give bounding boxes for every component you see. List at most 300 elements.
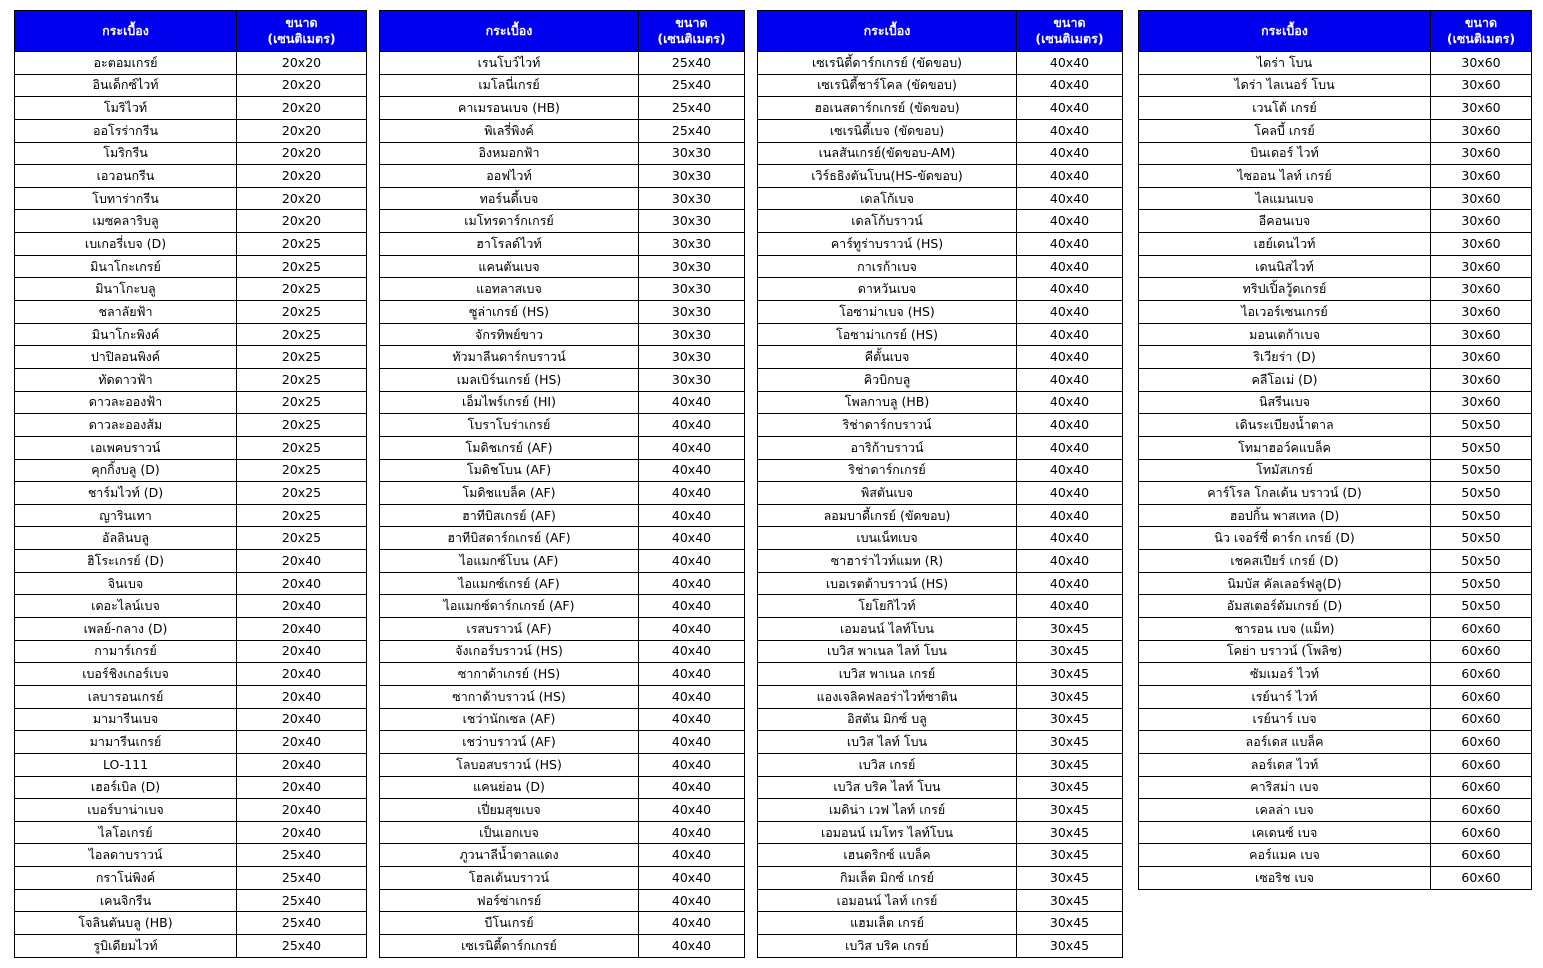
table-row bbox=[758, 346, 1123, 369]
tile-name-cell: ญารินเทา bbox=[15, 504, 237, 527]
tile-name-cell: โทมัสเกรย์ bbox=[1139, 459, 1431, 482]
table-row bbox=[380, 685, 745, 708]
table-row bbox=[1139, 278, 1532, 301]
table-row bbox=[758, 889, 1123, 912]
tile-size-cell: 60x60 bbox=[1431, 708, 1532, 731]
tile-name-cell: โมริไวท์ bbox=[15, 97, 237, 120]
tile-size-cell: 40x40 bbox=[1017, 301, 1123, 324]
tile-name-cell: คุกกิ้งบลู (D) bbox=[15, 459, 237, 482]
tile-size-cell: 40x40 bbox=[639, 595, 745, 618]
tile-size-cell: 30x60 bbox=[1431, 187, 1532, 210]
table-row bbox=[15, 414, 367, 437]
tile-name-cell: ชาร์มไวท์ (D) bbox=[15, 482, 237, 505]
tile-name-cell: เดนนิสไวท์ bbox=[1139, 255, 1431, 278]
tile-size-cell: 30x60 bbox=[1431, 301, 1532, 324]
tile-name-cell: ไอลดาบราวน์ bbox=[15, 844, 237, 867]
tile-size-cell: 25x40 bbox=[237, 934, 367, 957]
tile-name-cell: เบวิส บริค เกรย์ bbox=[758, 934, 1017, 957]
tile-size-cell: 50x50 bbox=[1431, 550, 1532, 573]
tile-name-cell: พิสตันเบจ bbox=[758, 482, 1017, 505]
tile-size-cell: 20x40 bbox=[237, 776, 367, 799]
tile-name-cell: อินเด็กซ์ไวท์ bbox=[15, 74, 237, 97]
table-row bbox=[1139, 821, 1532, 844]
tile-name-cell: จินเบจ bbox=[15, 572, 237, 595]
tile-name-cell: LO-111 bbox=[15, 753, 237, 776]
table-row bbox=[15, 663, 367, 686]
tile-size-cell: 30x30 bbox=[639, 278, 745, 301]
tile-size-cell: 30x60 bbox=[1431, 233, 1532, 256]
tile-size-cell: 20x25 bbox=[237, 323, 367, 346]
tile-size-cell: 40x40 bbox=[639, 799, 745, 822]
tile-size-cell: 60x60 bbox=[1431, 821, 1532, 844]
tile-name-cell: ออฟไวท์ bbox=[380, 165, 639, 188]
tile-name-cell: เนลสันเกรย์(ขัดขอบ-AM) bbox=[758, 142, 1017, 165]
tile-size-cell: 40x40 bbox=[1017, 436, 1123, 459]
table-row bbox=[1139, 572, 1532, 595]
tile-size-cell: 20x40 bbox=[237, 618, 367, 641]
table-row bbox=[758, 119, 1123, 142]
tile-name-cell: เบวิส บริค ไลท์ โบน bbox=[758, 776, 1017, 799]
table-row bbox=[758, 776, 1123, 799]
tile-name-cell: เอมอนน์ ไลท์โบน bbox=[758, 618, 1017, 641]
table-row bbox=[15, 912, 367, 935]
tile-name-cell: เฮอร์เบิล (D) bbox=[15, 776, 237, 799]
table-row bbox=[380, 844, 745, 867]
tile-size-cell: 40x40 bbox=[639, 708, 745, 731]
size-header-line1: ขนาด bbox=[1053, 15, 1086, 30]
table-row bbox=[15, 482, 367, 505]
tile-size-cell: 30x60 bbox=[1431, 278, 1532, 301]
tile-size-cell: 40x40 bbox=[639, 821, 745, 844]
table-row bbox=[758, 663, 1123, 686]
size-header-line2: (เซนติเมตร) bbox=[267, 31, 336, 46]
table-row bbox=[15, 618, 367, 641]
tile-size-cell: 40x40 bbox=[639, 527, 745, 550]
tile-size-cell: 20x25 bbox=[237, 301, 367, 324]
tile-name-cell: อาริก้าบราวน์ bbox=[758, 436, 1017, 459]
tile-name-cell: โมดิชแบล็ค (AF) bbox=[380, 482, 639, 505]
tile-size-cell: 25x40 bbox=[237, 912, 367, 935]
tile-name-cell: เมดิน่า เวฟ ไลท์ เกรย์ bbox=[758, 799, 1017, 822]
table-row bbox=[380, 934, 745, 957]
tile-size-cell: 20x40 bbox=[237, 753, 367, 776]
table-row bbox=[15, 867, 367, 890]
tile-size-cell: 40x40 bbox=[639, 640, 745, 663]
tile-name-cell: พิเลรี่พิงค์ bbox=[380, 119, 639, 142]
tile-size-cell: 20x25 bbox=[237, 414, 367, 437]
tile-size-cell: 20x25 bbox=[237, 436, 367, 459]
tile-size-cell: 20x20 bbox=[237, 210, 367, 233]
tile-size-cell: 30x30 bbox=[639, 323, 745, 346]
tile-name-cell: ซูล่าเกรย์ (HS) bbox=[380, 301, 639, 324]
tile-name-cell: เพลย์-กลาง (D) bbox=[15, 618, 237, 641]
tile-size-cell: 30x30 bbox=[639, 210, 745, 233]
tile-size-cell: 60x60 bbox=[1431, 867, 1532, 890]
tile-name-cell: ฮอเนสดาร์กเกรย์ (ขัดขอบ) bbox=[758, 97, 1017, 120]
tile-name-cell: มอนเตก้าเบจ bbox=[1139, 323, 1431, 346]
table-row bbox=[380, 368, 745, 391]
tile-size-cell: 20x20 bbox=[237, 52, 367, 75]
tile-size-cell: 30x60 bbox=[1431, 323, 1532, 346]
tile-size-cell: 30x30 bbox=[639, 165, 745, 188]
table-row bbox=[1139, 776, 1532, 799]
table-row bbox=[15, 640, 367, 663]
tile-size-cell: 30x60 bbox=[1431, 142, 1532, 165]
table-row bbox=[1139, 346, 1532, 369]
tile-name-cell: ริช่าดาร์กเกรย์ bbox=[758, 459, 1017, 482]
table-row bbox=[380, 142, 745, 165]
table-row bbox=[380, 301, 745, 324]
tile-size-cell: 60x60 bbox=[1431, 663, 1532, 686]
tile-name-cell: ลอร์เดส ไวท์ bbox=[1139, 753, 1431, 776]
tile-size-cell: 30x45 bbox=[1017, 685, 1123, 708]
tile-size-cell: 30x45 bbox=[1017, 889, 1123, 912]
tile-name-cell: เซเรนิตี้ดาร์กเกรย์ (ขัดขอบ) bbox=[758, 52, 1017, 75]
tile-name-cell: ไอเวอร์เซนเกรย์ bbox=[1139, 301, 1431, 324]
tile-name-cell: อะตอมเกรย์ bbox=[15, 52, 237, 75]
table-row bbox=[380, 731, 745, 754]
tile-size-cell: 40x40 bbox=[1017, 233, 1123, 256]
tile-name-cell: เรย์นาร์ ไวท์ bbox=[1139, 685, 1431, 708]
tile-name-cell: แองเจลิคฟลอร่าไวท์ซาติน bbox=[758, 685, 1017, 708]
table-row bbox=[380, 414, 745, 437]
table-row bbox=[15, 346, 367, 369]
tile-name-cell: เรนโบว์ไวท์ bbox=[380, 52, 639, 75]
table-row bbox=[15, 368, 367, 391]
tile-size-cell: 40x40 bbox=[1017, 52, 1123, 75]
table-row bbox=[15, 119, 367, 142]
table-row bbox=[1139, 595, 1532, 618]
tile-size-cell: 20x25 bbox=[237, 278, 367, 301]
tile-name-cell: เรย์นาร์ เบจ bbox=[1139, 708, 1431, 731]
table-row bbox=[1139, 52, 1532, 75]
size-column-header bbox=[1017, 11, 1123, 52]
tile-name-cell: ฮาโรลด์ไวท์ bbox=[380, 233, 639, 256]
table-row bbox=[758, 301, 1123, 324]
tile-size-cell: 30x45 bbox=[1017, 663, 1123, 686]
table-row bbox=[1139, 459, 1532, 482]
tile-size-cell: 25x40 bbox=[237, 867, 367, 890]
tile-name-cell: ทริปเปิ้ลวู้ดเกรย์ bbox=[1139, 278, 1431, 301]
tile-name-cell: แคนย่อน (D) bbox=[380, 776, 639, 799]
table-row bbox=[1139, 799, 1532, 822]
table-row bbox=[1139, 482, 1532, 505]
table-row bbox=[1139, 187, 1532, 210]
tile-size-cell: 30x60 bbox=[1431, 165, 1532, 188]
tile-name-cell: เอเพคบราวน์ bbox=[15, 436, 237, 459]
table-row bbox=[758, 753, 1123, 776]
table-row bbox=[380, 595, 745, 618]
tile-size-cell: 50x50 bbox=[1431, 572, 1532, 595]
tile-name-cell: เบวิส พาเนล ไลท์ โบน bbox=[758, 640, 1017, 663]
tile-name-cell: โบราโบร่าเกรย์ bbox=[380, 414, 639, 437]
table-row bbox=[758, 255, 1123, 278]
table-row bbox=[15, 776, 367, 799]
tile-name-cell: บีโนเกรย์ bbox=[380, 912, 639, 935]
table-row bbox=[380, 663, 745, 686]
table-row bbox=[15, 301, 367, 324]
tile-size-cell: 40x40 bbox=[639, 685, 745, 708]
table-row bbox=[380, 255, 745, 278]
tile-name-cell: แอทลาสเบจ bbox=[380, 278, 639, 301]
size-column-header bbox=[1431, 11, 1532, 52]
table-row bbox=[15, 572, 367, 595]
table-row bbox=[380, 482, 745, 505]
tile-name-cell: คาร์ทูร่าบราวน์ (HS) bbox=[758, 233, 1017, 256]
tile-size-cell: 40x40 bbox=[639, 414, 745, 437]
tile-size-cell: 30x60 bbox=[1431, 210, 1532, 233]
tile-size-cell: 20x40 bbox=[237, 799, 367, 822]
table-row bbox=[15, 165, 367, 188]
tile-name-cell: เบวิส ไลท์ โบน bbox=[758, 731, 1017, 754]
table-row bbox=[1139, 550, 1532, 573]
tile-name-cell: คาร์โรล โกลเด้น บราวน์ (D) bbox=[1139, 482, 1431, 505]
table-row bbox=[380, 346, 745, 369]
table-row bbox=[758, 867, 1123, 890]
table-row bbox=[380, 278, 745, 301]
table-row bbox=[380, 753, 745, 776]
tile-size-table-3 bbox=[757, 10, 1123, 958]
table-row bbox=[380, 867, 745, 890]
size-header-line1: ขนาด bbox=[1464, 15, 1498, 30]
table-row bbox=[380, 776, 745, 799]
tile-size-cell: 40x40 bbox=[1017, 323, 1123, 346]
tile-name-cell: โพลกาบลู (HB) bbox=[758, 391, 1017, 414]
tile-size-cell: 25x40 bbox=[639, 119, 745, 142]
tile-size-cell: 30x30 bbox=[639, 346, 745, 369]
tile-size-cell: 40x40 bbox=[639, 844, 745, 867]
tile-size-cell: 25x40 bbox=[639, 97, 745, 120]
tile-name-cell: เบอเรตต้าบราวน์ (HS) bbox=[758, 572, 1017, 595]
tile-name-cell: มินาโกะพิงค์ bbox=[15, 323, 237, 346]
tile-name-cell: เปี่ยมสุขเบจ bbox=[380, 799, 639, 822]
tile-name-cell: โคย่า บราวน์ (โพลิช) bbox=[1139, 640, 1431, 663]
table-row bbox=[380, 640, 745, 663]
tile-size-cell: 40x40 bbox=[639, 934, 745, 957]
table-row bbox=[758, 708, 1123, 731]
tile-size-cell: 50x50 bbox=[1431, 459, 1532, 482]
table-row bbox=[1139, 119, 1532, 142]
table-row bbox=[380, 391, 745, 414]
size-header-line2: (เซนติเมตร) bbox=[1446, 31, 1516, 46]
table-row bbox=[15, 210, 367, 233]
tile-name-cell: เบอร์บาน่าเบจ bbox=[15, 799, 237, 822]
size-column-header bbox=[639, 11, 745, 52]
table-row bbox=[758, 187, 1123, 210]
tile-size-cell: 25x40 bbox=[639, 52, 745, 75]
tile-name-cell: ริช่าดาร์กบราวน์ bbox=[758, 414, 1017, 437]
tile-name-cell: นิมบัส คัลเลอร์ฟลู(D) bbox=[1139, 572, 1431, 595]
table-row bbox=[1139, 663, 1532, 686]
tile-size-cell: 30x60 bbox=[1431, 52, 1532, 75]
table-row bbox=[380, 459, 745, 482]
table-row bbox=[758, 527, 1123, 550]
tile-size-cell: 20x20 bbox=[237, 74, 367, 97]
tile-name-cell: เลบารอนเกรย์ bbox=[15, 685, 237, 708]
tile-size-cell: 40x40 bbox=[1017, 391, 1123, 414]
tile-size-cell: 40x40 bbox=[639, 550, 745, 573]
table-row bbox=[15, 844, 367, 867]
tile-name-cell: จังเกอร์บราวน์ (HS) bbox=[380, 640, 639, 663]
tile-name-cell: เบวิส พาเนล เกรย์ bbox=[758, 663, 1017, 686]
table-row bbox=[758, 436, 1123, 459]
tile-size-cell: 30x60 bbox=[1431, 255, 1532, 278]
tile-name-cell: ภูวนาลีน้ำตาลแดง bbox=[380, 844, 639, 867]
tile-size-cell: 50x50 bbox=[1431, 482, 1532, 505]
tile-name-cell: นิว เจอร์ซี่ ดาร์ก เกรย์ (D) bbox=[1139, 527, 1431, 550]
tile-size-cell: 30x45 bbox=[1017, 618, 1123, 641]
tile-name-cell: ริเวียร่า (D) bbox=[1139, 346, 1431, 369]
table-row bbox=[15, 685, 367, 708]
size-header-line1: ขนาด bbox=[675, 15, 708, 30]
table-row bbox=[15, 731, 367, 754]
tile-size-cell: 40x40 bbox=[639, 776, 745, 799]
tile-size-cell: 20x25 bbox=[237, 346, 367, 369]
tile-name-cell: ฮาทีบิสดาร์กเกรย์ (AF) bbox=[380, 527, 639, 550]
tile-size-cell: 40x40 bbox=[1017, 482, 1123, 505]
tile-size-cell: 20x25 bbox=[237, 368, 367, 391]
tile-size-cell: 40x40 bbox=[1017, 459, 1123, 482]
tile-size-cell: 40x40 bbox=[1017, 527, 1123, 550]
tile-name-cell: บินเดอร์ ไวท์ bbox=[1139, 142, 1431, 165]
tile-size-cell: 60x60 bbox=[1431, 731, 1532, 754]
tile-name-cell: เอ็มไพร์เกรย์ (HI) bbox=[380, 391, 639, 414]
table-row bbox=[380, 74, 745, 97]
tile-size-table-1 bbox=[14, 10, 367, 958]
table-row bbox=[15, 391, 367, 414]
table-row bbox=[15, 323, 367, 346]
tile-column-header: กระเบื้อง bbox=[758, 11, 1017, 52]
tile-name-cell: โลบอสบราวน์ (HS) bbox=[380, 753, 639, 776]
tile-size-cell: 20x25 bbox=[237, 255, 367, 278]
tile-name-cell: กาเรก้าเบจ bbox=[758, 255, 1017, 278]
tile-size-cell: 30x60 bbox=[1431, 74, 1532, 97]
size-header-line1: ขนาด bbox=[285, 15, 318, 30]
table-row bbox=[758, 821, 1123, 844]
table-row bbox=[15, 97, 367, 120]
table-row bbox=[15, 753, 367, 776]
table-row bbox=[758, 142, 1123, 165]
tile-name-cell: ดาวละอองฟ้า bbox=[15, 391, 237, 414]
table-row bbox=[758, 368, 1123, 391]
tile-name-cell: เมโลนี่เกรย์ bbox=[380, 74, 639, 97]
table-row bbox=[758, 934, 1123, 957]
table-row bbox=[1139, 414, 1532, 437]
tile-name-cell: เซเรนิตี้เบจ (ขัดขอบ) bbox=[758, 119, 1017, 142]
tile-name-cell: เคลล่า เบจ bbox=[1139, 799, 1431, 822]
tile-name-cell: เชว่านักเซล (AF) bbox=[380, 708, 639, 731]
table-row bbox=[15, 459, 367, 482]
table-row bbox=[1139, 74, 1532, 97]
tile-name-cell: ฮาทีบิสเกรย์ (AF) bbox=[380, 504, 639, 527]
tile-name-cell: เป็นเอกเบจ bbox=[380, 821, 639, 844]
table-row bbox=[1139, 731, 1532, 754]
table-header-row bbox=[380, 11, 745, 52]
tile-name-cell: ชลาลัยฟ้า bbox=[15, 301, 237, 324]
tile-name-cell: โมดิชเกรย์ (AF) bbox=[380, 436, 639, 459]
tile-name-cell: เมซคลาริบลู bbox=[15, 210, 237, 233]
tile-name-cell: คอร์แมค เบจ bbox=[1139, 844, 1431, 867]
table-row bbox=[1139, 142, 1532, 165]
table-row bbox=[1139, 844, 1532, 867]
tile-size-cell: 20x25 bbox=[237, 504, 367, 527]
tile-size-cell: 20x25 bbox=[237, 233, 367, 256]
tile-name-cell: มินาโกะบลู bbox=[15, 278, 237, 301]
tile-size-cell: 40x40 bbox=[639, 482, 745, 505]
tile-name-cell: อิสตัน มิกซ์ บลู bbox=[758, 708, 1017, 731]
tile-name-cell: เดินระเบียงน้ำตาล bbox=[1139, 414, 1431, 437]
table-row bbox=[1139, 97, 1532, 120]
table-row bbox=[1139, 753, 1532, 776]
tile-name-cell: ซากาด้าบราวน์ (HS) bbox=[380, 685, 639, 708]
tile-size-cell: 20x40 bbox=[237, 572, 367, 595]
tile-name-cell: นิสรีนเบจ bbox=[1139, 391, 1431, 414]
tile-name-cell: โบทาร่ากรีน bbox=[15, 187, 237, 210]
tile-name-cell: ไอแมกซ์เกรย์ (AF) bbox=[380, 572, 639, 595]
tile-size-cell: 20x25 bbox=[237, 482, 367, 505]
tile-name-cell: โฮลเด้นบราวน์ bbox=[380, 867, 639, 890]
tile-size-cell: 30x45 bbox=[1017, 640, 1123, 663]
tile-name-cell: เมลเบิร์นเกรย์ (HS) bbox=[380, 368, 639, 391]
table-row bbox=[758, 323, 1123, 346]
tile-size-cell: 25x40 bbox=[237, 889, 367, 912]
table-row bbox=[758, 278, 1123, 301]
tile-size-cell: 60x60 bbox=[1431, 618, 1532, 641]
table-row bbox=[1139, 640, 1532, 663]
tile-size-cell: 20x20 bbox=[237, 119, 367, 142]
tile-name-cell: อัมสเตอร์ดัมเกรย์ (D) bbox=[1139, 595, 1431, 618]
table-row bbox=[1139, 436, 1532, 459]
tile-size-cell: 20x20 bbox=[237, 97, 367, 120]
table-row bbox=[1139, 165, 1532, 188]
table-row bbox=[15, 255, 367, 278]
table-row bbox=[1139, 708, 1532, 731]
tile-name-cell: เชว่าบราวน์ (AF) bbox=[380, 731, 639, 754]
tile-name-cell: ปาปิลอนพิงค์ bbox=[15, 346, 237, 369]
tile-name-cell: อัลลินบลู bbox=[15, 527, 237, 550]
tile-size-cell: 20x25 bbox=[237, 391, 367, 414]
tile-size-cell: 20x20 bbox=[237, 142, 367, 165]
tile-size-table-4 bbox=[1138, 10, 1532, 890]
tile-size-cell: 40x40 bbox=[1017, 187, 1123, 210]
size-header-line2: (เซนติเมตร) bbox=[1035, 31, 1104, 46]
table-row bbox=[1139, 323, 1532, 346]
tile-size-cell: 20x40 bbox=[237, 595, 367, 618]
table-row bbox=[1139, 210, 1532, 233]
tile-size-cell: 20x40 bbox=[237, 708, 367, 731]
table-row bbox=[758, 482, 1123, 505]
tile-name-cell: เซเรนิตี้ดาร์กเกรย์ bbox=[380, 934, 639, 957]
tile-name-cell: ซัมเมอร์ ไวท์ bbox=[1139, 663, 1431, 686]
tile-size-cell: 40x40 bbox=[1017, 74, 1123, 97]
table-row bbox=[380, 912, 745, 935]
table-row bbox=[380, 436, 745, 459]
table-row bbox=[758, 459, 1123, 482]
table-row bbox=[15, 708, 367, 731]
table-row bbox=[380, 233, 745, 256]
table-row bbox=[15, 799, 367, 822]
table-row bbox=[15, 504, 367, 527]
tile-size-cell: 20x20 bbox=[237, 187, 367, 210]
tile-name-cell: ชารอน เบจ (แม็ท) bbox=[1139, 618, 1431, 641]
table-row bbox=[15, 527, 367, 550]
table-row bbox=[380, 550, 745, 573]
tile-size-cell: 40x40 bbox=[1017, 572, 1123, 595]
table-row bbox=[380, 504, 745, 527]
table-row bbox=[1139, 867, 1532, 890]
tile-name-cell: ไลแมนเบจ bbox=[1139, 187, 1431, 210]
tile-size-cell: 40x40 bbox=[639, 572, 745, 595]
